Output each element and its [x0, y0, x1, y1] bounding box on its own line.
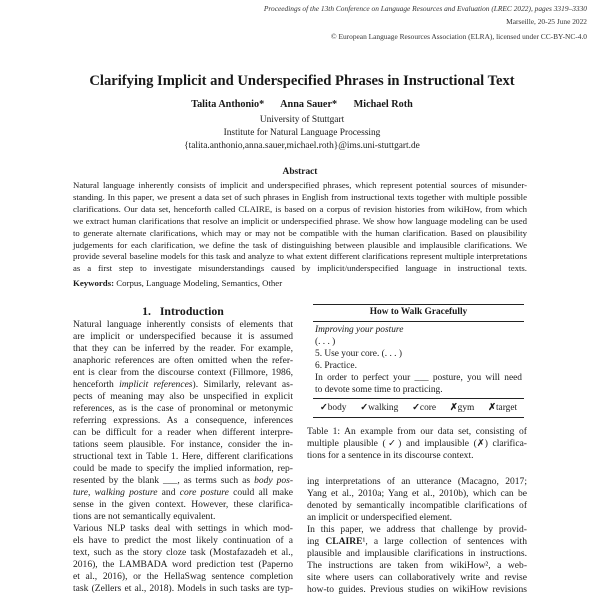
affiliation-institute: Institute for Natural Language Processing	[223, 128, 381, 138]
text-segment: are implicit or underspecified because it is assumed	[73, 331, 293, 342]
text-segment: ing interpretations of an utterance (Macagno, 2017;	[307, 476, 527, 487]
text-line	[307, 476, 527, 488]
text-line	[73, 559, 293, 571]
proceedings-header: Proceedings of the 13th Conference on Language Resources and Evaluation (LREC 2022), pages 3319–3330	[263, 4, 587, 13]
text-line	[73, 379, 293, 391]
text-segment: could all make	[228, 487, 293, 498]
text-segment: an implicit or underspecified element.	[307, 512, 453, 523]
clarification-body	[320, 402, 347, 413]
text-line	[73, 463, 293, 475]
text-line	[73, 535, 293, 547]
text-segment: tations seem plausible. For instance, consider the in-	[73, 439, 293, 450]
text-line	[73, 499, 293, 511]
author-name: Michael Roth	[353, 99, 413, 110]
text-segment: tions for a sentence in its discourse context.	[307, 450, 474, 461]
text-segment: tions are not semantically equivalent.	[73, 511, 216, 522]
clarification-options	[313, 402, 524, 413]
text-segment: Table 1: An example from our data set, consisting of	[307, 426, 527, 437]
section-heading-introduction: 1. Introduction	[142, 304, 224, 318]
text-line	[73, 451, 293, 463]
table-rule	[313, 321, 524, 322]
abstract-line: to generate alternate clarifications, which may or may not be compatible with the human clarification. Based on plausibility	[73, 227, 527, 238]
location-header: Marseille, 20-25 June 2022	[506, 17, 587, 26]
clarification-label: body	[327, 403, 347, 413]
caption-line	[307, 438, 527, 450]
paper-title: Clarifying Implicit and Underspecified Phrases in Instructional Text	[89, 73, 515, 89]
text-line	[73, 475, 293, 487]
text-segment: (. . . )	[315, 337, 336, 347]
text-line	[307, 512, 527, 524]
text-segment: plausible and implausible clarifications in instructions.	[307, 548, 527, 559]
text-segment: references, as is the case of pronominal or metonymic	[73, 403, 293, 414]
abstract-line: we extract human clarifications that resolve an implicit or underspecified phrase. We show how language modeling can be used	[73, 215, 527, 226]
clarification-label: walking	[368, 403, 399, 413]
text-segment: henceforth	[73, 379, 120, 390]
text-line	[307, 548, 527, 560]
abstract-line: judgements for each clarification, we define the task of distinguishing between plausible and implausible clarifications. We	[73, 239, 527, 250]
text-line	[307, 584, 527, 596]
text-line	[73, 343, 293, 355]
text-line	[307, 500, 527, 512]
text-line	[73, 391, 293, 403]
text-segment: multiple plausible (✓) and implausible (✗) clarifica-	[307, 438, 527, 449]
text-segment: Improving your posture	[315, 325, 404, 335]
text-line	[73, 367, 293, 379]
text-segment: structional text in Table 1. Here, different clarifications	[73, 451, 293, 462]
text-line	[307, 572, 527, 584]
text-segment: 5. Use your core. (. . . )	[315, 349, 402, 359]
check-icon: ✓	[360, 403, 369, 413]
abstract-line: Natural language inherently consists of implicit and underspecified phrases, which represent potential sources of misunder-	[73, 180, 527, 190]
keywords-label: Keywords:	[73, 278, 115, 288]
text-segment: 2016), the LAMBADA word prediction test (Paperno	[73, 559, 293, 570]
abstract-line: as a first step to investigate misunderstandings caused by implicit/underspecified language in instructional texts.	[73, 263, 527, 274]
text-segment: ). Similarly, relevant as-	[192, 379, 293, 390]
text-segment: The instructions are taken from wikiHow², a web-	[307, 560, 527, 571]
text-segment: denoted by semantically incompatible clarifications of	[307, 500, 527, 511]
author-name: Anna Sauer*	[280, 99, 338, 110]
text-segment: and	[157, 487, 180, 498]
text-segment: body pos-	[254, 475, 294, 486]
clarification-label: target	[495, 403, 518, 413]
text-segment: ent is clear from the discourse context (Fillmore, 1986,	[73, 367, 293, 378]
text-line	[73, 415, 293, 427]
clarification-walking	[360, 402, 398, 413]
text-segment: core posture	[179, 487, 229, 498]
text-segment: anaphoric references are often omitted when the refer-	[73, 355, 293, 366]
table-rule	[313, 398, 524, 399]
text-segment: In this paper, we address that challenge by provid-	[307, 524, 527, 535]
table-line	[315, 360, 522, 372]
text-line	[307, 488, 527, 500]
text-line	[73, 319, 293, 331]
keywords-list: Corpus, Language Modeling, Semantics, Other	[116, 278, 283, 288]
text-line	[73, 427, 293, 439]
table-line	[315, 372, 522, 384]
caption-line	[307, 450, 527, 462]
text-line	[73, 571, 293, 583]
text-segment: CLAIRE	[325, 536, 363, 547]
text-segment: ing	[307, 536, 326, 547]
text-segment: 6. Practice.	[315, 361, 357, 371]
text-segment: In order to perfect your ___ posture, you will need	[315, 373, 522, 383]
text-line	[73, 523, 293, 535]
text-segment: ,	[88, 487, 95, 498]
clarification-target	[488, 402, 517, 413]
text-line	[73, 331, 293, 343]
text-segment: Natural language inherently consists of elements that	[73, 319, 293, 330]
cross-icon: ✗	[449, 403, 458, 413]
text-line	[73, 403, 293, 415]
author-emails: {talita.anthonio,anna.sauer,michael.roth}@ims.uni-stuttgart.de	[184, 141, 420, 151]
text-line	[73, 439, 293, 451]
table-top-rule	[313, 304, 524, 305]
text-segment: resented by the blank ___, as terms such as	[73, 475, 255, 486]
table-line	[315, 324, 522, 336]
text-line	[73, 583, 293, 595]
text-line	[307, 524, 527, 536]
text-segment: et al., 2016), or the HellaSwag sentence completion	[73, 571, 293, 582]
text-segment: sense in the given context. However, these clarifica-	[73, 499, 293, 510]
text-segment: walking posture	[94, 487, 158, 498]
text-segment: implicit references	[119, 379, 193, 390]
text-segment: els have to predict the most likely continuation of a	[73, 535, 293, 546]
abstract-line: provide several baseline models for this task and analyze to what extent different clarifications represent multiple interpretations	[73, 251, 527, 262]
table-line	[315, 336, 522, 348]
text-segment: referring expressions. As a consequence, inferences	[73, 415, 293, 426]
text-segment: site where users can collaboratively write and revise	[307, 572, 527, 583]
text-segment: Various NLP tasks deal with settings in which mod-	[73, 523, 293, 534]
author-name: Talita Anthonio*	[191, 99, 265, 110]
keywords	[73, 278, 282, 288]
clarification-gym	[450, 402, 475, 413]
text-segment: could be made to specify the implied information, rep-	[73, 463, 293, 474]
text-segment: ture	[73, 487, 89, 498]
text-line	[73, 547, 293, 559]
clarification-core	[412, 402, 436, 413]
text-line	[73, 355, 293, 367]
abstract-line: clarifications. Our data set, henceforth called CLAIRE, is based on a corpus of revision histories from wikiHow, from which	[73, 203, 527, 214]
text-segment: how-to guides. Previous studies on wikiHow revisions	[307, 584, 527, 595]
affiliation-university: University of Stuttgart	[259, 115, 345, 125]
text-segment: to devote some time to practicing.	[315, 385, 443, 395]
text-segment: pects of meaning may also be unspecified in explicit	[73, 391, 293, 402]
text-segment: ¹, a large collection of sentences with	[362, 536, 527, 547]
clarification-label: core	[419, 403, 437, 413]
text-line	[307, 536, 527, 548]
license-header: © European Language Resources Association (ELRA), licensed under CC-BY-NC-4.0	[330, 32, 587, 41]
text-segment: task (Zellers et al., 2018). Models in such tasks are typ-	[73, 583, 293, 594]
table-bottom-rule	[313, 417, 524, 418]
check-icon: ✓	[319, 403, 328, 413]
clarification-label: gym	[457, 403, 475, 413]
text-segment: that they can be inferred by the reader. For example,	[73, 343, 293, 354]
text-segment: Yang et al., 2010a; Yang et al., 2010b), which can be	[307, 488, 527, 499]
cross-icon: ✗	[488, 403, 496, 413]
table-line	[315, 348, 522, 360]
text-line	[73, 511, 293, 523]
author-list	[0, 99, 600, 110]
abstract-heading: Abstract	[282, 167, 318, 177]
table-line	[315, 384, 522, 396]
text-segment: can be difficult for a reader when different interpre-	[73, 427, 293, 438]
text-line	[73, 487, 293, 499]
abstract-line: standing. In this paper, we present a data set of such phrases in English from instructional texts together with multiple possible	[73, 191, 527, 202]
table-title: How to Walk Gracefully	[369, 307, 468, 317]
text-line	[307, 560, 527, 572]
text-segment: text, such as the story cloze task (Mostafazadeh et al.,	[73, 547, 293, 558]
caption-line	[307, 426, 527, 438]
check-icon: ✓	[412, 403, 420, 413]
